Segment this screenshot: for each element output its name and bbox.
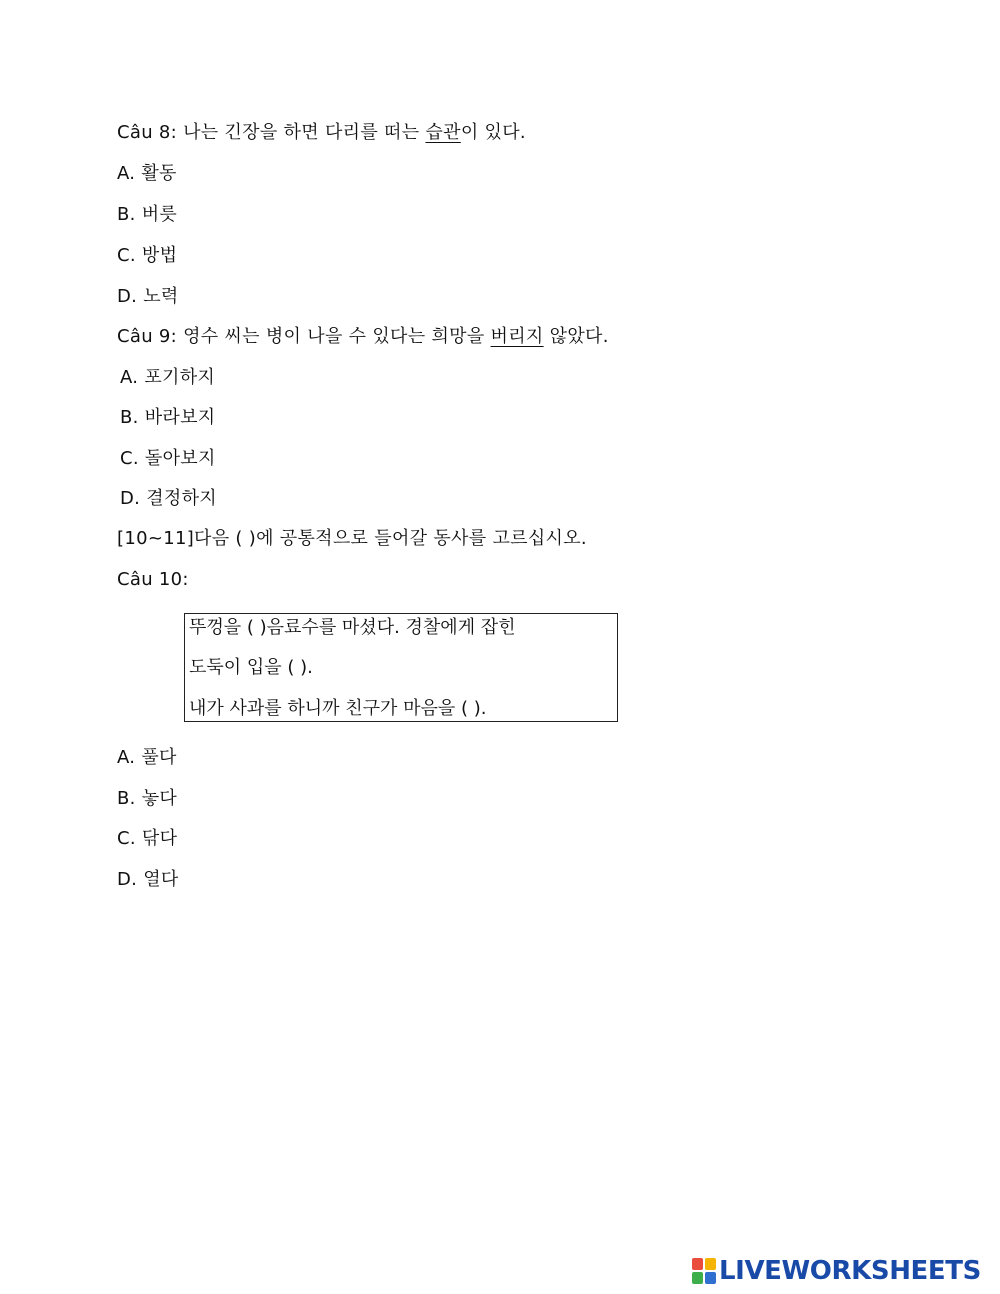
q9-option-a: A. 포기하지 [120,367,216,388]
question-9-stem: Câu 9: 영수 씨는 병이 나을 수 있다는 희망을 버리지 않았다. [117,326,609,347]
question-10-label: Câu 10: [117,569,189,590]
logo-square [692,1272,703,1284]
q9-option-b: B. 바라보지 [120,407,216,428]
logo-square [705,1272,716,1284]
logo-squares-icon [692,1258,716,1284]
logo-square [692,1258,703,1270]
q8-option-d: D. 노력 [117,286,179,307]
question-8-stem: Câu 8: 나는 긴장을 하면 다리를 떠는 습관이 있다. [117,122,526,143]
logo-square [705,1258,716,1270]
q8-option-c: C. 방법 [117,245,178,266]
q8-option-b: B. 버릇 [117,204,178,225]
section-instruction: [10~11]다음 ( )에 공통적으로 들어갈 동사를 고르십시오. [117,528,587,549]
underlined-word: 버리지 [490,326,544,347]
q10-option-b: B. 놓다 [117,788,178,809]
liveworksheets-logo [692,1254,981,1288]
q9-option-c: C. 돌아보지 [120,448,216,469]
q10-option-d: D. 열다 [117,869,179,890]
q10-option-c: C. 닦다 [117,828,178,849]
q9-option-d: D. 결정하지 [120,488,217,509]
q8-option-a: A. 활동 [117,163,177,184]
box-line-1: 뚜껑을 ( )음료수를 마셨다. 경찰에게 잡힌 [189,617,516,638]
box-line-2: 도둑이 입을 ( ). [189,657,313,678]
q10-option-a: A. 풀다 [117,747,177,768]
underlined-word: 습관 [425,122,461,143]
sentence-box [184,613,618,722]
box-line-3: 내가 사과를 하니까 친구가 마음을 ( ). [189,698,487,719]
logo-text: LIVEWORKSHEETS [719,1256,981,1286]
